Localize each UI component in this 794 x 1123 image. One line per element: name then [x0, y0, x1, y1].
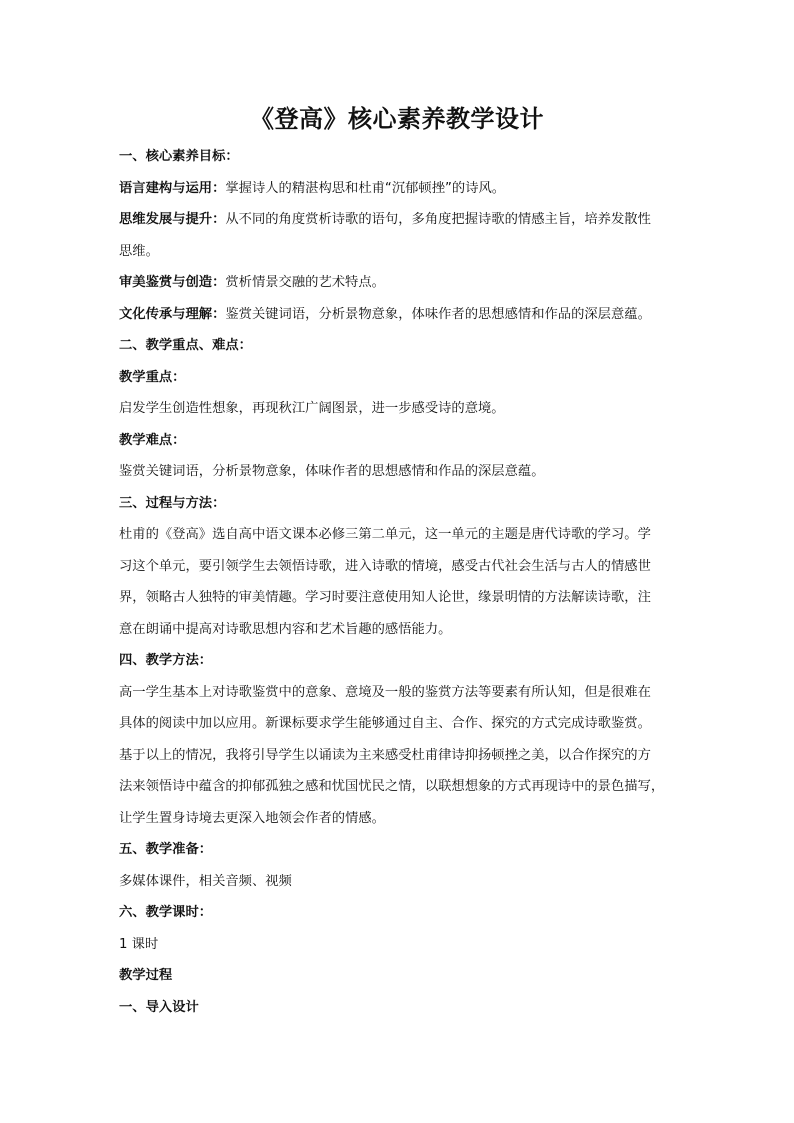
method-line: 法来领悟诗中蕴含的抑郁孤独之感和忧国忧民之情，以联想想象的方式再现诗中的景色描写，	[119, 779, 665, 794]
goal-thinking-text: 从不同的角度赏析诗歌的语句，多角度把握诗歌的情感主旨，培养发散性	[225, 212, 651, 227]
process-line: 意在朗诵中提高对诗歌思想内容和艺术旨趣的感悟能力。	[119, 621, 452, 637]
goal-aesthetic	[119, 267, 679, 299]
goal-culture-label: 文化传承与理解：	[119, 306, 226, 322]
focus-label: 教学重点：	[119, 369, 186, 385]
goal-language-text: 掌握诗人的精湛构思和杜甫“沉郁顿挫”的诗风。	[225, 180, 506, 196]
teaching-process-heading: 教学过程	[119, 968, 173, 983]
process-line: 界，领略古人独特的审美情趣。学习时要注意使用知人论世，缘景明情的方法解读诗歌，注	[119, 590, 651, 605]
document-body	[119, 141, 679, 1023]
goal-aesthetic-text: 赏析情景交融的艺术特点。	[225, 275, 385, 290]
method-line: 具体的阅读中加以应用。新课标要求学生能够通过自主、合作、探究的方式完成诗歌鉴赏。	[119, 716, 651, 731]
method-heading: 四、教学方法：	[119, 653, 213, 668]
key-points-heading: 二、教学重点、难点：	[119, 338, 252, 353]
goal-language-label: 语言建构与运用：	[119, 180, 226, 196]
process-heading: 三、过程与方法：	[119, 495, 226, 511]
method-line: 让学生置身诗境去更深入地领会作者的情感。	[119, 810, 385, 826]
goal-culture	[119, 299, 679, 331]
goal-thinking-label: 思维发展与提升：	[119, 212, 226, 227]
goal-thinking-continued: 思维。	[119, 243, 159, 259]
goals-heading: 一、核心素养目标：	[119, 149, 239, 164]
difficulty-label: 教学难点：	[119, 432, 186, 448]
prep-heading: 五、教学准备：	[119, 842, 213, 857]
hours-text: 1 课时	[119, 936, 159, 952]
goal-aesthetic-label: 审美鉴赏与创造：	[119, 275, 226, 290]
goal-thinking	[119, 204, 679, 236]
method-line: 高一学生基本上对诗歌鉴赏中的意象、意境及一般的鉴赏方法等要素有所认知，但是很难在	[119, 684, 651, 700]
process-line: 杜甫的《登高》选自高中语文课本必修三第二单元，这一单元的主题是唐代诗歌的学习。学	[119, 527, 651, 542]
prep-text: 多媒体课件，相关音频、视频	[119, 873, 292, 889]
difficulty-text: 鉴赏关键词语，分析景物意象，体味作者的思想感情和作品的深层意蕴。	[119, 464, 545, 479]
goal-culture-text: 鉴赏关键词语，分析景物意象，体味作者的思想感情和作品的深层意蕴。	[225, 306, 651, 322]
intro-heading: 一、导入设计	[119, 999, 199, 1015]
focus-text: 启发学生创造性想象，再现秋江广阔图景，进一步感受诗的意境。	[119, 401, 505, 416]
goal-language	[119, 173, 679, 205]
process-line: 习这个单元，要引领学生去领悟诗歌，进入诗歌的情境，感受古代社会生活与古人的情感世	[119, 558, 651, 574]
hours-heading: 六、教学课时：	[119, 905, 213, 920]
method-line: 基于以上的情况，我将引导学生以诵读为主来感受杜甫律诗抑扬顿挫之美，以合作探究的方	[119, 747, 651, 763]
document-title: 《登高》核心素养教学设计	[250, 105, 544, 133]
